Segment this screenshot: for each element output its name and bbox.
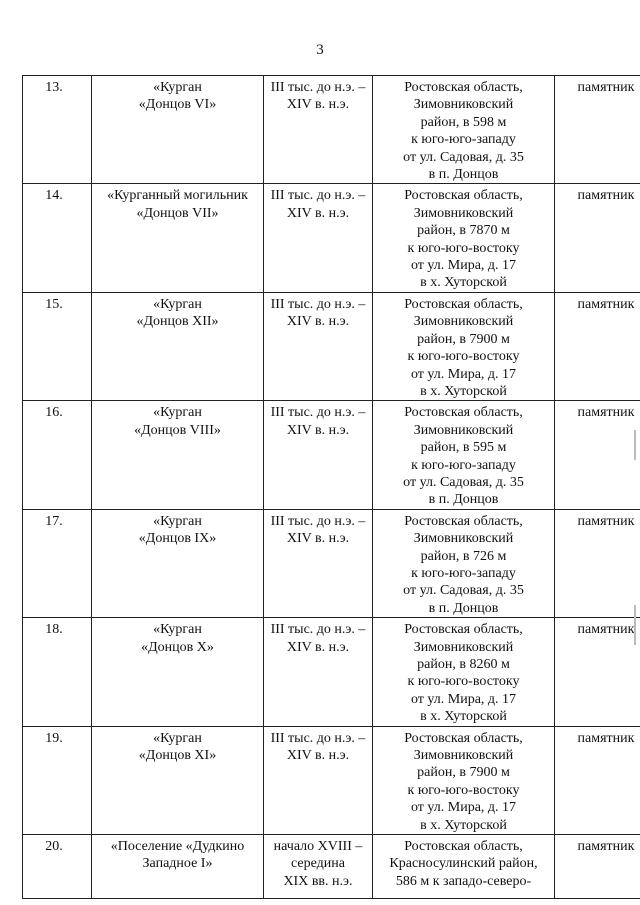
cell-number (23, 509, 92, 617)
scan-edge-mark (634, 605, 636, 645)
cell-type (555, 726, 640, 834)
cell-name (92, 618, 264, 726)
location-line: от ул. Садовая, д. 35 (403, 149, 524, 165)
monuments-table-body (23, 76, 640, 899)
cell-number (23, 726, 92, 834)
cell-type (555, 835, 640, 899)
table-row (23, 509, 640, 617)
location-line: от ул. Мира, д. 17 (410, 258, 517, 274)
location-line: от ул. Садовая, д. 35 (403, 583, 524, 599)
location-line: Зимовниковский (413, 422, 514, 438)
location-line: от ул. Мира, д. 17 (410, 366, 517, 382)
row-number: 15. (45, 296, 63, 312)
location-line: Ростовская область, (404, 839, 523, 855)
location-line: Ростовская область, (404, 296, 523, 312)
object-type: памятник (577, 405, 635, 421)
cell-type (555, 76, 640, 184)
dating-line: середина (291, 856, 345, 872)
cell-number (23, 618, 92, 726)
row-number: 14. (45, 188, 63, 204)
location-line: район, в 7870 м (417, 223, 510, 239)
location-line: район, в 7900 м (417, 331, 510, 347)
object-name-line: «Курган (153, 513, 202, 529)
cell-type (555, 184, 640, 292)
cell-location (373, 401, 555, 509)
object-name-line: «Донцов VIII» (134, 422, 221, 438)
cell-type (555, 618, 640, 726)
object-name-line: «Курган (153, 80, 202, 95)
location-line: в х. Хуторской (420, 709, 507, 725)
row-number: 17. (45, 513, 63, 529)
cell-location (373, 618, 555, 726)
cell-dating (264, 76, 373, 184)
object-name-line: «Поселение «Дудкино (110, 839, 245, 855)
object-type: памятник (577, 622, 635, 638)
location-line: от ул. Мира, д. 17 (410, 691, 517, 707)
location-line: к юго-юго-западу (411, 132, 516, 148)
cell-type (555, 401, 640, 509)
dating-line: III тыс. до н.э. – (270, 622, 366, 638)
object-name-line: «Донцов XII» (136, 314, 219, 330)
object-name-line: «Курган (153, 405, 202, 421)
row-number: 13. (45, 80, 63, 95)
location-line: Ростовская область, (404, 80, 523, 95)
object-type: памятник (577, 80, 635, 95)
dating-line: XIX вв. н.э. (283, 873, 353, 889)
location-line: Зимовниковский (413, 748, 514, 764)
object-name-line: «Курган (153, 296, 202, 312)
row-number: 20. (45, 839, 63, 855)
object-type: памятник (577, 839, 635, 855)
location-line: Зимовниковский (413, 97, 514, 113)
object-name-line: «Донцов VI» (138, 97, 217, 113)
row-number: 16. (45, 405, 63, 421)
location-line: в п. Донцов (428, 600, 499, 616)
cell-location (373, 76, 555, 184)
object-name-line: «Курган (153, 730, 202, 746)
cell-number (23, 292, 92, 400)
cell-name (92, 835, 264, 899)
location-line: к юго-юго-востоку (407, 240, 520, 256)
location-line: район, в 595 м (420, 440, 507, 456)
location-line: район, в 598 м (420, 114, 507, 130)
location-line: к юго-юго-востоку (407, 782, 520, 798)
location-line: Ростовская область, (404, 188, 523, 204)
object-type: памятник (577, 730, 635, 746)
table-row (23, 184, 640, 292)
location-line: Зимовниковский (413, 205, 514, 221)
row-number: 19. (45, 730, 63, 746)
object-type: памятник (577, 296, 635, 312)
location-line: от ул. Садовая, д. 35 (403, 474, 524, 490)
cell-number (23, 184, 92, 292)
dating-line: XIV в. н.э. (286, 422, 350, 438)
dating-line: III тыс. до н.э. – (270, 730, 366, 746)
location-line: в х. Хуторской (420, 817, 507, 833)
location-line: Ростовская область, (404, 730, 523, 746)
cell-name (92, 292, 264, 400)
dating-line: XIV в. н.э. (286, 205, 350, 221)
location-line: Зимовниковский (413, 314, 514, 330)
dating-line: III тыс. до н.э. – (270, 188, 366, 204)
cell-dating (264, 401, 373, 509)
object-type: памятник (577, 188, 635, 204)
dating-line: XIV в. н.э. (286, 639, 350, 655)
object-name-line: «Курган (153, 622, 202, 638)
location-line: Зимовниковский (413, 531, 514, 547)
cell-dating (264, 835, 373, 899)
cell-number (23, 401, 92, 509)
cell-number (23, 76, 92, 184)
dating-line: III тыс. до н.э. – (270, 80, 366, 95)
object-name-line: «Донцов IX» (138, 531, 217, 547)
table-row (23, 618, 640, 726)
object-name-line: «Курганный могильник (107, 188, 248, 204)
row-number: 18. (45, 622, 63, 638)
dating-line: III тыс. до н.э. – (270, 405, 366, 421)
cell-location (373, 726, 555, 834)
cell-type (555, 292, 640, 400)
cell-location (373, 509, 555, 617)
cell-location (373, 184, 555, 292)
cell-name (92, 509, 264, 617)
location-line: от ул. Мира, д. 17 (410, 800, 517, 816)
object-name-line: «Донцов XI» (138, 748, 217, 764)
cell-type (555, 509, 640, 617)
location-line: к юго-юго-востоку (407, 349, 520, 365)
dating-line: III тыс. до н.э. – (270, 513, 366, 529)
location-line: район, в 726 м (420, 548, 507, 564)
location-line: к юго-юго-западу (411, 457, 516, 473)
location-line: к юго-юго-востоку (407, 674, 520, 690)
page-number: 3 (316, 42, 324, 58)
dating-line: начало XVIII – (273, 839, 363, 855)
location-line: в п. Донцов (428, 167, 499, 183)
cell-location (373, 835, 555, 899)
location-line: в х. Хуторской (420, 275, 507, 291)
table-row (23, 835, 640, 899)
location-line: район, в 7900 м (417, 765, 510, 781)
location-line: Зимовниковский (413, 639, 514, 655)
object-type: памятник (577, 513, 635, 529)
dating-line: XIV в. н.э. (286, 97, 350, 113)
dating-line: III тыс. до н.э. – (270, 296, 366, 312)
table-row (23, 726, 640, 834)
dating-line: XIV в. н.э. (286, 748, 350, 764)
location-line: 586 м к западо-северо- (395, 873, 532, 889)
cell-dating (264, 292, 373, 400)
location-line: в п. Донцов (428, 492, 499, 508)
cell-dating (264, 726, 373, 834)
cell-dating (264, 509, 373, 617)
cell-location (373, 292, 555, 400)
cell-number (23, 835, 92, 899)
table-row (23, 401, 640, 509)
location-line: Ростовская область, (404, 513, 523, 529)
scan-edge-mark (634, 430, 636, 460)
cell-name (92, 726, 264, 834)
location-line: Ростовская область, (404, 622, 523, 638)
cell-dating (264, 184, 373, 292)
cell-dating (264, 618, 373, 726)
cell-name (92, 184, 264, 292)
object-name-line: «Донцов X» (141, 639, 214, 655)
cell-name (92, 76, 264, 184)
monuments-table (22, 75, 640, 899)
object-name-line: «Донцов VII» (136, 205, 219, 221)
object-name-line: Западное I» (142, 856, 213, 872)
location-line: в х. Хуторской (420, 383, 507, 399)
table-row (23, 76, 640, 184)
location-line: Красносулинский район, (389, 856, 538, 872)
location-line: Ростовская область, (404, 405, 523, 421)
dating-line: XIV в. н.э. (286, 531, 350, 547)
location-line: район, в 8260 м (417, 657, 510, 672)
cell-name (92, 401, 264, 509)
dating-line: XIV в. н.э. (286, 314, 350, 330)
table-row (23, 292, 640, 400)
location-line: к юго-юго-западу (411, 565, 516, 581)
